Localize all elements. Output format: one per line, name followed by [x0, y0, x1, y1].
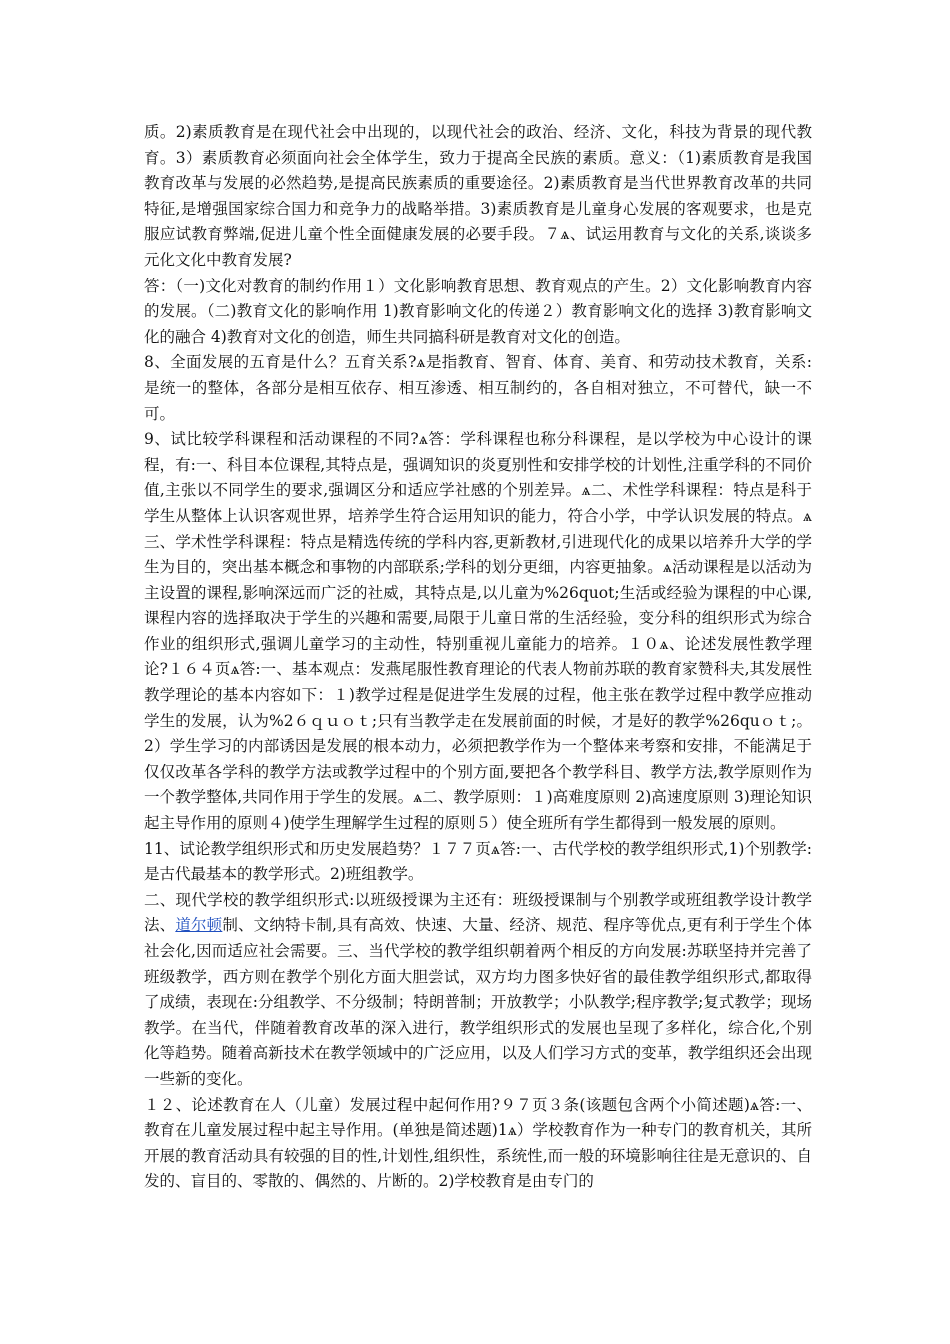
paragraph-teaching-organization-history: 11、试论教学组织形式和历史发展趋势？１７７页ѧ答:一、古代学校的教学组织形式,1)个别教学:是古代最基本的教学形式。2)班组教学。 — [144, 839, 812, 884]
paragraph-curriculum-comparison: 9、试比较学科课程和活动课程的不同?ѧ答：学科课程也称分科课程，是以学校为中心设计的课程，有:一、科目本位课程,其特点是，强调知识的炎夏别性和安排学校的计划性,注重学科的不同价值,主张以不同学生的要求,强调区分和适应学社感的个别差异。ѧ二、术性学科课程：特点是科于学生从整体上认识客观世界，培养学生符合运用知识的能力，符合小学，中学认识发展的特点。ѧ三、学术性学科课程：特点是精选传统的学科内容,更新教材,引进现代化的成果以培养升大学的学生为目的，突出基本概念和事物的内部联系;学科的划分更细，内容更抽象。ѧ活动课程是以活动为主设置的课程,影响深远而广泛的社威，其特点是,以儿童为%26quot;生活或经验为课程的中心课,课程内容的选择取决于学生的兴趣和需要,局限于儿童日常的生活经验，变分科的组织形式为综合作业的组织形式,强调儿童学习的主动性，特别重视儿童能力的培养。１０ѧ、论述发展性教学理论?１６４页ѧ答:一、基本观点：发燕尾服性教育理论的代表人物前苏联的教育家赞科夫,其发展性教学理论的基本内容如下：１)教学过程是促进学生发展的过程，他主张在教学过程中教学应推动学生的发展，认为%2６ｑｕｏｔ;只有当教学走在发展前面的时候，才是好的教学%26quｏｔ;。2）学生学习的内部诱因是发展的根本动力，必须把教学作为一个整体来考察和安排，不能满足于仅仅改革各学科的教学方法或教学过程中的个别方面,要把各个教学科目、教学方法,教学原则作为一个教学整体,共同作用于学生的发展。ѧ二、教学原则：１)高难度原则 2)高速度原则 3)理论知识起主导作用的原则４)使学生理解学生过程的原则５）使全班所有学生都得到一般发展的原则。 — [144, 430, 812, 833]
paragraph-culture-education-answer: 答：（一)文化对教育的制约作用１）文化影响教育思想、教育观点的产生。2）文化影响教育内容的发展。（二)教育文化的影响作用 1)教育影响文化的传递２）教育影响文化的选择 3)教育影响文化的融合 4)教育对文化的创造，师生共同搞科研是教育对文化的创造。 — [144, 276, 812, 346]
document-page — [144, 120, 812, 1195]
paragraph-text-before-link: 二、现代学校的教学组织形式:以班级授课为主还有：班级授课制与个别教学或班组教学设计教学法、 — [144, 890, 812, 935]
dalton-plan-link[interactable]: 道尔顿 — [175, 916, 223, 935]
paragraph-education-role-in-development: １２、论述教育在人（儿童）发展过程中起何作用?９７页３条(该题包含两个小简述题)ѧ答:一、教育在儿童发展过程中起主导作用。(单独是简述题)1ѧ）学校教育作为一种专门的教育机关，其所开展的教育活动具有较强的目的性,计划性,组织性，系统性,而一般的环境影响往往是无意识的、自发的、盲目的、零散的、偶然的、片断的。2)学校教育是由专门的 — [144, 1095, 812, 1191]
paragraph-quality-education-significance: 质。2)素质教育是在现代社会中出现的，以现代社会的政治、经济、文化，科技为背景的现代教育。3）素质教育必须面向社会全体学生，致力于提高全民族的素质。意义：（1)素质教育是我国教育改革与发展的必然趋势,是提高民族素质的重要途径。2)素质教育是当代世界教育改革的共同特征,是增强国家综合国力和竞争力的战略举措。3)素质教育是儿童身心发展的客观要求，也是克服应试教育弊端,促进儿童个性全面健康发展的必要手段。７ѧ、试运用教育与文化的关系,谈谈多元化文化中教育发展? — [144, 123, 812, 269]
paragraph-five-educations: 8、全面发展的五育是什么？五育关系?ѧ是指教育、智育、体育、美育、和劳动技术教育，关系:是统一的整体，各部分是相互依存、相互渗透、相互制约的，各自相对独立，不可替代，缺一不可。 — [144, 353, 812, 423]
paragraph-text-after-link: 制、文纳特卡制,具有高效、快速、大量、经济、规范、程序等优点,更有利于学生个体社会化,因而适应社会需要。三、当代学校的教学组织朝着两个相反的方向发展:苏联坚持并完善了班级教学，西方则在教学个别化方面大胆尝试，双方均力图多快好省的最佳教学组织形式,都取得了成绩，表现在:分组教学、不分级制；特朗普制；开放教学；小队教学;程序教学;复式教学；现场教学。在当代，伴随着教育改革的深入进行，教学组织形式的发展也呈现了多样化，综合化,个别化等趋势。随着高新技术在教学领域中的广泛应用，以及人们学习方式的变革，教学组织还会出现一些新的变化。 — [144, 916, 812, 1088]
paragraph-modern-teaching-organization — [144, 888, 812, 1093]
